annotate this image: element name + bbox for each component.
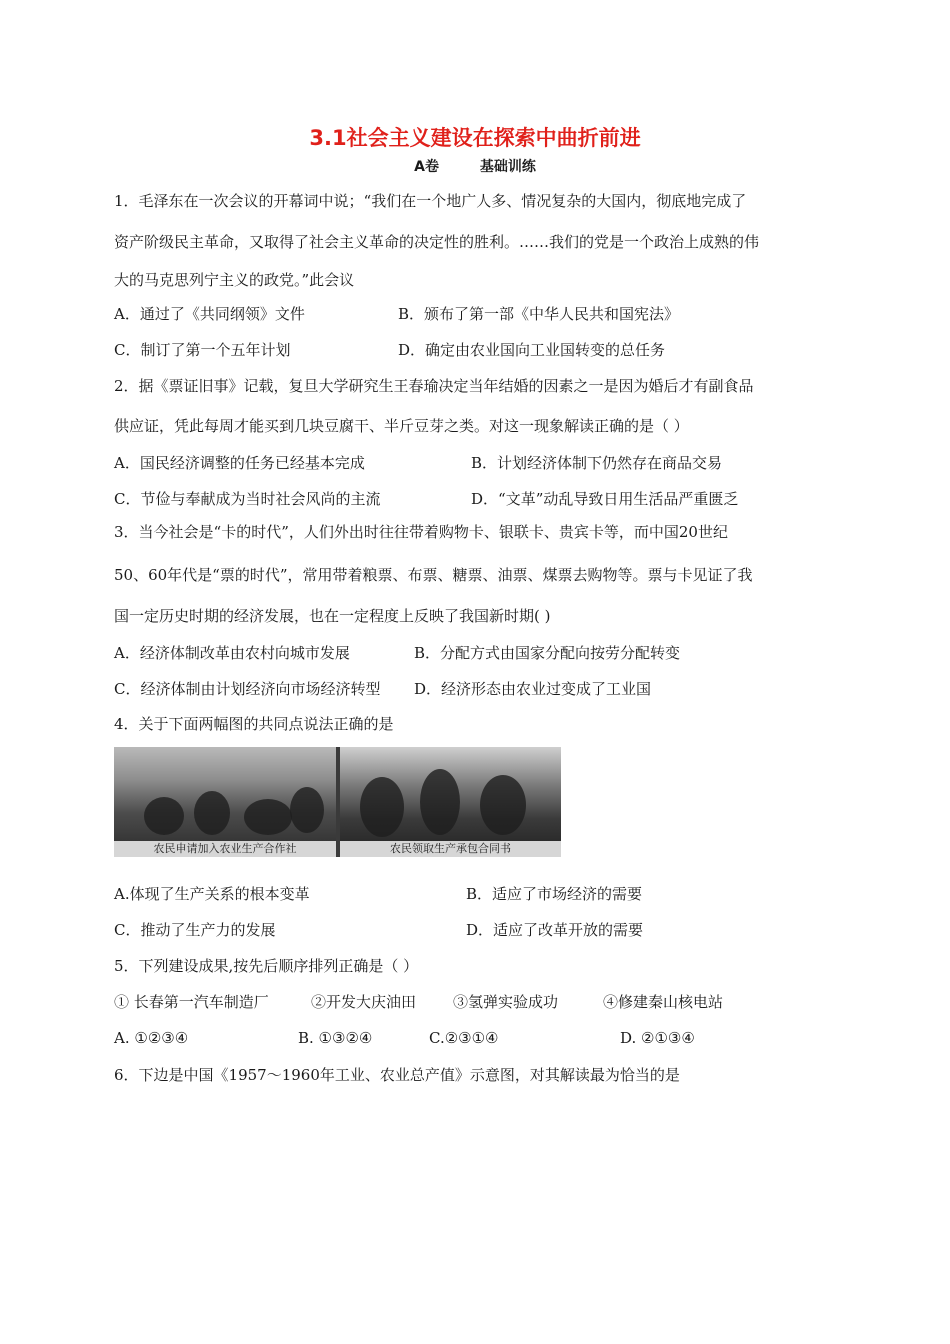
q4-option-c: C．推动了生产力的发展 — [114, 921, 276, 939]
document-title: 3.1社会主义建设在探索中曲折前进 — [309, 126, 641, 150]
q3-stem-line-1: 3．当今社会是“卡的时代”，人们外出时往往带着购物卡、银联卡、贵宾卡等，而中国20世纪 — [114, 523, 728, 541]
q4-option-b: B．适应了市场经济的需要 — [466, 885, 643, 903]
q2-stem-line-2: 供应证，凭此每周才能买到几块豆腐干、半斤豆芽之类。对这一现象解读正确的是（ ） — [114, 417, 689, 435]
q3-option-d: D．经济形态由农业过变成了工业国 — [414, 680, 652, 698]
q3-option-b: B．分配方式由国家分配向按劳分配转变 — [414, 644, 681, 662]
q3-option-c: C．经济体制由计划经济向市场经济转型 — [114, 680, 381, 698]
q1-option-c: C．制订了第一个五年计划 — [114, 341, 291, 359]
q1-stem-line-2: 资产阶级民主革命，又取得了社会主义革命的决定性的胜利。……我们的党是一个政治上成熟的伟 — [114, 233, 760, 251]
q4-photo-caption-right: 农民领取生产承包合同书 — [340, 841, 561, 857]
q4-option-d: D．适应了改革开放的需要 — [466, 921, 644, 939]
q1-option-a: A．通过了《共同纲领》文件 — [114, 305, 305, 323]
q5-item-1: ① 长春第一汽车制造厂 — [114, 993, 269, 1011]
q5-option-d: D. ②①③④ — [620, 1029, 695, 1047]
q2-option-d: D．“文革”动乱导致日用生活品严重匮乏 — [471, 490, 739, 508]
q3-option-a: A．经济体制改革由农村向城市发展 — [114, 644, 350, 662]
q3-stem-line-3: 国一定历史时期的经济发展，也在一定程度上反映了我国新时期( ) — [114, 607, 551, 625]
q5-option-b: B. ①③②④ — [298, 1029, 373, 1047]
q2-stem-line-1: 2．据《票证旧事》记载，复旦大学研究生王春瑜决定当年结婚的因素之一是因为婚后才有副食品 — [114, 377, 754, 395]
q4-photo-caption-left: 农民申请加入农业生产合作社 — [114, 841, 336, 857]
q1-stem-line-1: 1．毛泽东在一次会议的开幕词中说；“我们在一个地广人多、情况复杂的大国内，彻底地完成了 — [114, 192, 747, 210]
q1-option-b: B．颁布了第一部《中华人民共和国宪法》 — [398, 305, 680, 323]
q4-option-a: A.体现了生产关系的根本变革 — [114, 885, 310, 903]
q6-stem-line-1: 6．下边是中国《1957～1960年工业、农业总产值》示意图，对其解读最为恰当的是 — [114, 1066, 680, 1084]
q5-item-2: ②开发大庆油田 — [311, 993, 417, 1011]
q2-option-b: B．计划经济体制下仍然存在商品交易 — [471, 454, 723, 472]
q1-option-d: D．确定由农业国向工业国转变的总任务 — [398, 341, 666, 359]
q3-stem-line-2: 50、60年代是“票的时代”，常用带着粮票、布票、糖票、油票、煤票去购物等。票与卡见证了我 — [114, 566, 753, 584]
volume-label: A卷 — [414, 159, 439, 175]
q5-stem-line-1: 5．下列建设成果,按先后顺序排列正确是（ ） — [114, 957, 419, 975]
q4-photo-pair — [114, 747, 561, 857]
q5-option-c: C.②③①④ — [429, 1029, 499, 1047]
q5-item-4: ④修建秦山核电站 — [603, 993, 724, 1011]
q2-option-c: C．节俭与奉献成为当时社会风尚的主流 — [114, 490, 381, 508]
q5-item-3: ③氢弹实验成功 — [453, 993, 559, 1011]
q4-stem-line-1: 4．关于下面两幅图的共同点说法正确的是 — [114, 715, 394, 733]
q2-option-a: A．国民经济调整的任务已经基本完成 — [114, 454, 365, 472]
q5-option-a: A. ①②③④ — [114, 1029, 189, 1047]
q1-stem-line-3: 大的马克思列宁主义的政党。”此会议 — [114, 271, 355, 289]
document-subtitle — [0, 156, 950, 176]
section-label: 基础训练 — [479, 159, 536, 175]
